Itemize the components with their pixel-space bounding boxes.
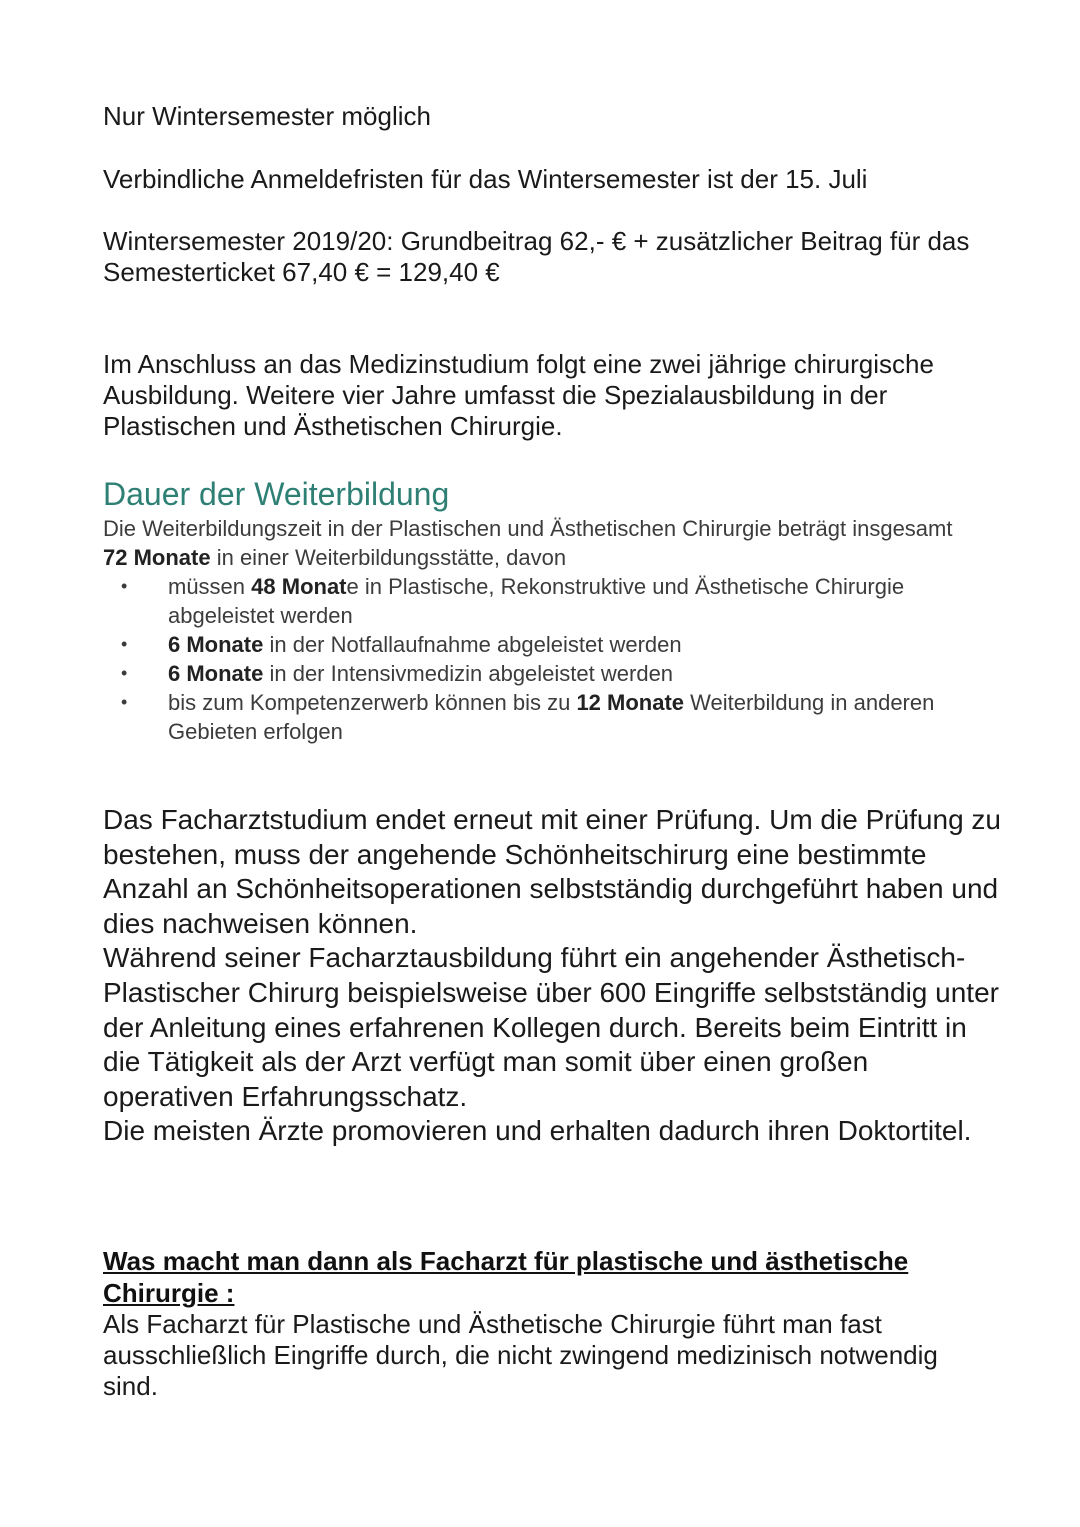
paragraph-training: Im Anschluss an das Medizinstudium folgt eine zwei jährige chirurgische Ausbildung. Weitere vier Jahre umfasst die Spezialausbildung in der Plastischen und Ästhetischen Chirurgie. (103, 349, 934, 441)
intro-bold: 72 Monate (103, 545, 211, 570)
list-item: • 6 Monate in der Intensivmedizin abgeleistet werden (121, 661, 674, 686)
intro-text-b: in einer Weiterbildungsstätte, davon (210, 545, 567, 570)
list-item: • müssen 48 Monate in Plastische, Rekonstruktive und Ästhetische Chirurgie abgeleistet werden (121, 574, 905, 628)
bullet-icon: • (121, 634, 128, 654)
list-item: • bis zum Kompetenzerwerb können bis zu 12 Monate Weiterbildung in anderen Gebieten erfolgen (121, 690, 935, 744)
subheading-facharzt: Was macht man dann als Facharzt für plastische und ästhetische Chirurgie : (103, 1246, 909, 1308)
duration-list (103, 572, 983, 746)
bullet-icon: • (121, 663, 128, 683)
bullet-icon: • (121, 692, 128, 712)
paragraph-fees: Wintersemester 2019/20: Grundbeitrag 62,- € + zusätzlicher Beitrag für das Semesterticket 67,40 € = 129,40 € (103, 226, 970, 287)
section-heading: Dauer der Weiterbildung (103, 476, 450, 512)
exam-text: Das Facharztstudium endet erneut mit einer Prüfung. Um die Prüfung zu bestehen, muss der angehende Schönheitschirurg eine bestimmte Anzahl an Schönheitsoperationen selbstständig durchgeführt haben und dies nachweisen können. (103, 804, 1001, 939)
intro-text-a: Die Weiterbildungszeit in der Plastischen und Ästhetischen Chirurgie beträgt insgesamt (103, 516, 953, 541)
paragraph-deadline: Verbindliche Anmeldefristen für das Wintersemester ist der 15. Juli (103, 164, 868, 194)
section-intro (103, 514, 983, 572)
bullet-icon: • (121, 576, 128, 596)
paragraph-semester: Nur Wintersemester möglich (103, 101, 431, 131)
paragraph-facharzt: Als Facharzt für Plastische und Ästhetische Chirurgie führt man fast ausschließlich Eingriffe durch, die nicht zwingend medizinisch notwendig sind. (103, 1309, 938, 1401)
paragraph-exam: Das Facharztstudium endet erneut mit einer Prüfung. Um die Prüfung zu bestehen, muss der angehende Schönheitschirurg eine bestimmte Anzahl an Schönheitsoperationen selbstständig durchgeführt haben und dies nachweisen können. Während seiner Facharztausbildung führt ein angehender Ästhetisch-Plastischer Chirurg beispielsweise über 600 Eingriffe selbstständig unter der Anleitung eines erfahrenen Kollegen durch. Bereits beim Eintritt in die Tätigkeit als der Arzt verfügt man somit über einen großen operativen Erfahrungsschatz. Die meisten Ärzte promovieren und erhalten dadurch ihren Doktortitel. (103, 804, 1001, 1147)
experience-text: Während seiner Facharztausbildung führt ein angehender Ästhetisch-Plastischer Chirurg beispielsweise über 600 Eingriffe selbstständig unter der Anleitung eines erfahrenen Kollegen durch. Bereits beim Eintritt in die Tätigkeit als der Arzt verfügt man somit über einen großen operativen Erfahrungsschatz. (103, 942, 999, 1112)
list-item: • 6 Monate in der Notfallaufnahme abgeleistet werden (121, 632, 682, 657)
